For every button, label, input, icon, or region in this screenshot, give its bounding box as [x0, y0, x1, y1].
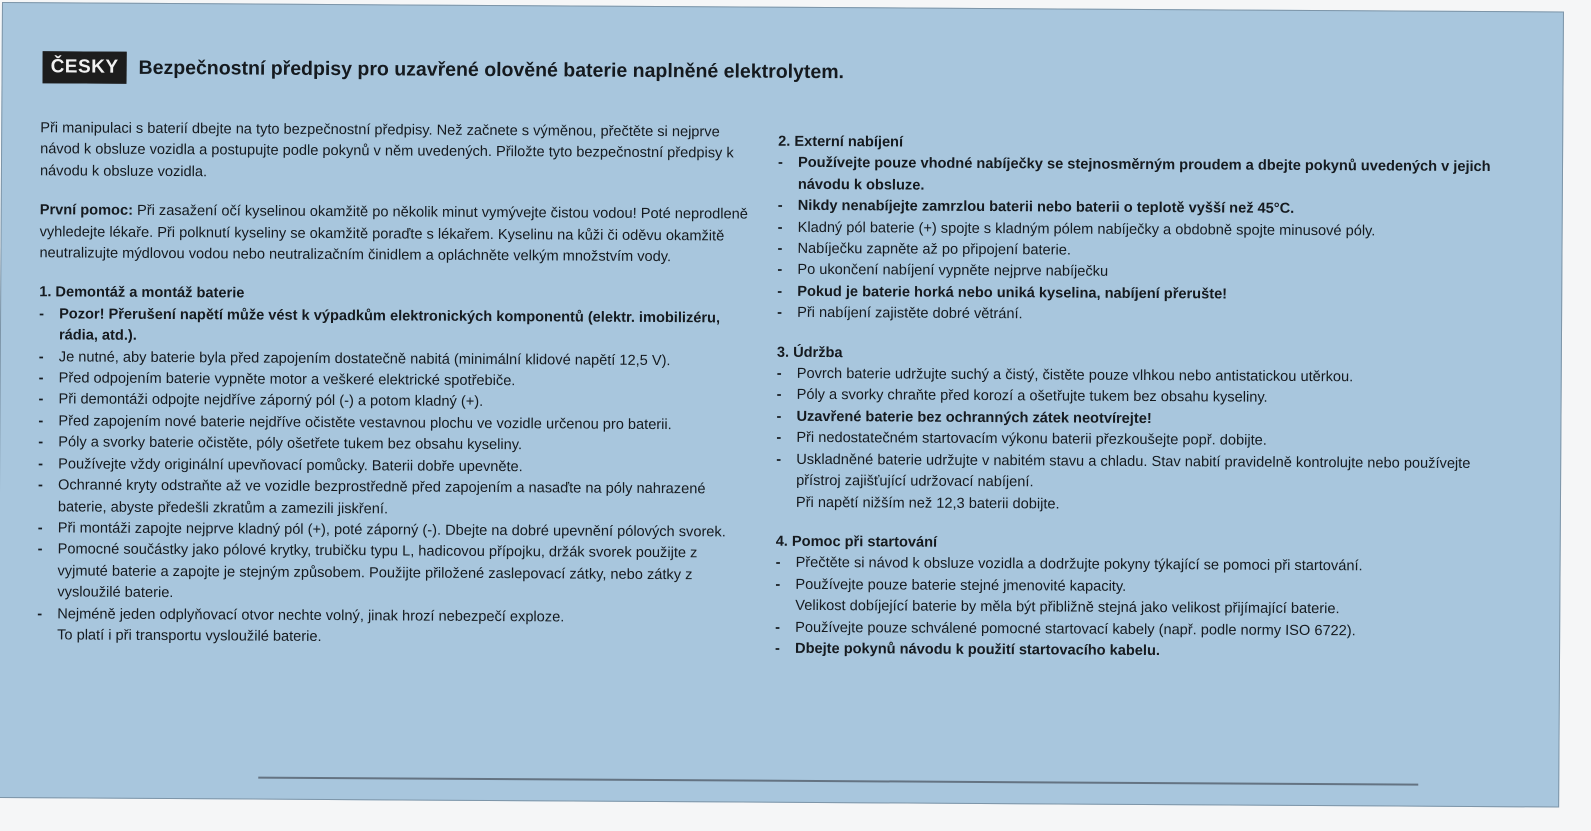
instruction-sheet — [0, 2, 1564, 808]
list-item-text: Při nedostatečném startovacím výkonu baterii přezkoušejte popř. dobijte. — [796, 430, 1267, 450]
right-column — [775, 132, 1518, 683]
bottom-fold-line — [258, 777, 1418, 786]
list-item-text: Uzavřené baterie bez ochranných zátek neotvírejte! — [796, 408, 1152, 427]
left-column — [37, 118, 750, 669]
first-aid-paragraph — [39, 200, 749, 269]
list-item-subtext: To platí i při transportu vysloužilé baterie. — [57, 627, 322, 645]
list-item-text: Póly a svorky chraňte před korozí a ošetřujte tukem bez obsahu kyseliny. — [796, 387, 1268, 407]
list-item-subtext: Velikost dobíjející baterie by měla být přibližně stejná jako velikost přijímající baterie. — [795, 597, 1340, 618]
section-external-charging — [777, 132, 1518, 329]
list-item-text: Nabíječku zapněte až po připojení baterie. — [797, 240, 1071, 259]
section-maintenance — [776, 342, 1517, 518]
list-item-text: Pomocné součástky jako pólové krytky, trubičku typu L, hadicovou přípojku, držák svorek použijte z vyjmuté baterie a zapojte je stejným způsobem. Použijte přiložené zaslepovací zátky, nebo zátky z vysloužilé baterie. — [57, 541, 698, 602]
list-item — [776, 449, 1516, 518]
section-jump-start — [775, 532, 1516, 665]
list-item — [38, 475, 748, 522]
section-title: 1. Demontáž a montáž baterie — [39, 284, 245, 302]
list-item-text: Povrch baterie udržujte suchý a čistý, čistěte pouze vlhkou nebo antistatickou utěrkou. — [796, 365, 1354, 386]
list-item-text: Pozor! Přerušení napětí může vést k výpadkům elektronických komponentů (elektr. imobilizéru, rádia, atd.). — [58, 306, 721, 345]
list-item-text: Před zapojením nové baterie nejdříve očistěte vestavnou plochu ve vozidle určenou pro baterii. — [58, 413, 672, 433]
section-list — [37, 304, 749, 651]
list-item-text: Při demontáži odpojte nejdříve záporný pól (-) a potom kladný (+). — [58, 391, 484, 411]
list-item — [37, 604, 747, 651]
section-list — [777, 153, 1518, 329]
list-item-text: Při montáži zapojte nejprve kladný pól (+), poté záporný (-). Dbejte na dobré upevnění pólových svorek. — [57, 520, 726, 541]
list-item — [777, 303, 1517, 329]
list-item-text: Pokud je baterie horká nebo uniká kyselina, nabíjení přerušte! — [797, 283, 1228, 303]
list-item-text: Používejte pouze schválené pomocné startovací kabely (např. podle normy ISO 6722). — [795, 619, 1356, 639]
list-item-text: Dbejte pokynů návodu k použití startovacího kabelu. — [795, 640, 1161, 660]
first-aid-label: První pomoc: — [39, 202, 134, 220]
list-item-text: Póly a svorky baterie očistěte, póly ošetřete tukem bez obsahu kyseliny. — [58, 434, 523, 454]
list-item — [37, 540, 747, 609]
document-title: Bezpečnostní předpisy pro uzavřené olověné baterie naplněné elektrolytem. — [138, 56, 845, 83]
list-item-text: Používejte pouze baterie stejné jmenovité kapacity. — [795, 576, 1127, 595]
section-title: 3. Údržba — [776, 344, 843, 361]
list-item-text: Při nabíjení zajistěte dobré větrání. — [797, 305, 1023, 323]
list-item-text: Používejte pouze vhodné nabíječky se stejnosměrným proudem a dbejte pokynů uvedených v jejich návodu k obsluze. — [797, 155, 1491, 194]
list-item-text: Přečtěte si návod k obsluze vozidla a dodržujte pokyny týkající se pomoci při startování. — [795, 555, 1363, 575]
list-item-text: Ochranné kryty odstraňte až ve vozidle bezprostředně před zapojením a nasaďte na póly nahrazené baterie, abyste předešli zkratům a zamezili jiskření. — [57, 477, 706, 517]
first-aid-text: Při zasažení očí kyselinou okamžitě po několik minut vymývejte čistou vodou! Poté neprodleně vyhledejte lékaře. Při polknutí kyseliny se okamžitě poraďte s lékařem. Kyselinu na kůži či oděvu okamžitě neutralizujte mýdlovou vodou nebo neutralizačním činidlem a opláchněte velkým množstvím vody. — [39, 203, 748, 266]
list-item — [39, 304, 749, 351]
intro-paragraph: Při manipulaci s baterií dbejte na tyto bezpečnostní předpisy. Než začnete s výměnou, přečtěte si nejprve návod k obsluze vozidla a postupujte podle pokynů v něm uvedených. Přiložte tyto bezpečnostní předpisy k návodu k obsluze vozidla. — [39, 120, 734, 181]
list-item-subtext: Při napětí nižším než 12,3 baterii dobijte. — [795, 494, 1060, 512]
list-item-text: Nikdy nenabíjejte zamrzlou baterii nebo baterii o teplotě vyšší než 45°C. — [797, 198, 1295, 218]
list-item-text: Kladný pól baterie (+) spojte s kladným pólem nabíječky a obdobně spojte minusové póly. — [797, 219, 1376, 240]
list-item-text: Před odpojením baterie vypněte motor a veškeré elektrické spotřebiče. — [58, 370, 516, 390]
section-title: 2. Externí nabíjení — [778, 133, 904, 151]
list-item-text: Používejte vždy originální upevňovací pomůcky. Baterii dobře upevněte. — [58, 456, 523, 475]
list-item-text: Nejméně jeden odplyňovací otvor nechte volný, jinak hrozí nebezpečí exploze. — [57, 605, 565, 625]
list-item-text: Uskladněné baterie udržujte v nabitém stavu a chladu. Stav nabití pravidelně kontrolujte nebo používejte přístroj zajišťující udržovací nabíjení. — [796, 451, 1471, 491]
section-list — [776, 364, 1517, 518]
list-item — [775, 639, 1515, 665]
list-item — [778, 153, 1518, 200]
list-item-text: Po ukončení nabíjení vypněte nejprve nabíječku — [797, 262, 1109, 281]
title-row — [43, 51, 845, 88]
section-dismount-mount — [37, 283, 749, 651]
section-list — [775, 553, 1516, 665]
list-item-text: Je nutné, aby baterie byla před zapojením dostatečně nabitá (minimální klidové napětí 12,5 V). — [58, 349, 671, 369]
section-title: 4. Pomoc při startování — [775, 533, 938, 551]
list-item — [775, 574, 1515, 621]
language-badge: ČESKY — [43, 51, 127, 84]
